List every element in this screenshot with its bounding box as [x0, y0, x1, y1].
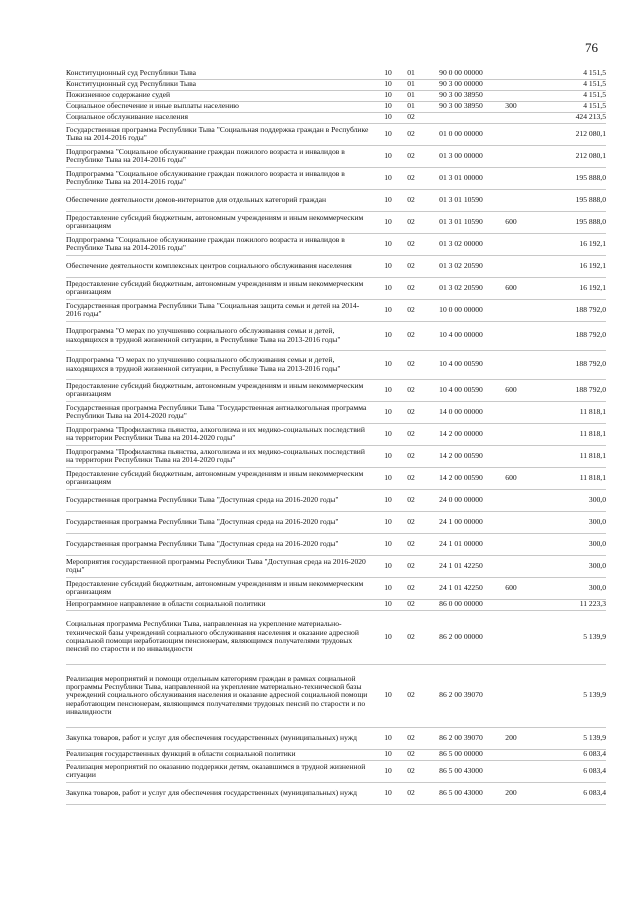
table-row — [66, 112, 606, 123]
row-name-cell: Реализация мероприятий по оказанию поддержки детям, оказавшимся в трудной жизненной ситуации — [66, 760, 377, 782]
row-amount-cell: 188 792,0 — [523, 350, 606, 379]
table-row — [66, 79, 606, 90]
row-expense-type-cell — [499, 749, 523, 760]
row-target-code-cell: 14 2 00 00590 — [423, 467, 499, 489]
row-section-cell: 10 — [377, 255, 399, 277]
row-expense-type-cell — [499, 321, 523, 350]
row-amount-cell: 5 139,9 — [523, 610, 606, 664]
row-subsection-cell: 01 — [399, 101, 423, 112]
row-name-cell: Государственная программа Республики Тыва "Социальная поддержка граждан в Республике Тыва на 2014-2016 годы" — [66, 123, 377, 145]
row-expense-type-cell — [499, 610, 523, 664]
row-section-cell: 10 — [377, 401, 399, 423]
row-subsection-cell: 02 — [399, 467, 423, 489]
row-name-cell: Предоставление субсидий бюджетным, автономным учреждениям и иным некоммерческим организациям — [66, 277, 377, 299]
table-row — [66, 255, 606, 277]
table-row — [66, 90, 606, 101]
table-row — [66, 379, 606, 401]
row-subsection-cell: 02 — [399, 112, 423, 123]
row-name-cell: Обеспечение деятельности комплексных центров социального обслуживания населения — [66, 255, 377, 277]
row-name-cell: Подпрограмма "Профилактика пьянства, алкоголизма и их медико-социальных последствий на территории Республики Тыва на 2014-2020 годы" — [66, 445, 377, 467]
row-section-cell: 10 — [377, 299, 399, 321]
table-row — [66, 533, 606, 555]
row-section-cell: 10 — [377, 760, 399, 782]
row-subsection-cell: 02 — [399, 760, 423, 782]
row-name-cell: Государственная программа Республики Тыва "Доступная среда на 2016-2020 годы" — [66, 511, 377, 533]
row-name-cell: Социальная программа Республики Тыва, направленная на укрепление материально-технической базы учреждений социального обслуживания населения и оказание адресной социальной помощи неработающим пенсионерам, являющимся получателями трудовых пенсий по старости и по инвалидности — [66, 610, 377, 664]
row-target-code-cell: 24 1 00 00000 — [423, 511, 499, 533]
table-row — [66, 489, 606, 511]
row-target-code-cell: 86 0 00 00000 — [423, 599, 499, 610]
row-name-cell: Государственная программа Республики Тыва "Государственная антиалкогольная программа Республики Тыва на 2014-2020 годы" — [66, 401, 377, 423]
row-target-code-cell: 14 2 00 00590 — [423, 445, 499, 467]
row-target-code-cell: 01 3 01 10590 — [423, 189, 499, 211]
table-row — [66, 350, 606, 379]
row-subsection-cell: 01 — [399, 90, 423, 101]
row-name-cell: Предоставление субсидий бюджетным, автономным учреждениям и иным некоммерческим организациям — [66, 211, 377, 233]
row-section-cell: 10 — [377, 211, 399, 233]
row-amount-cell: 4 151,5 — [523, 79, 606, 90]
budget-table-body — [66, 68, 606, 804]
table-row — [66, 599, 606, 610]
table-row — [66, 123, 606, 145]
row-amount-cell: 188 792,0 — [523, 321, 606, 350]
row-target-code-cell: 90 3 00 38950 — [423, 101, 499, 112]
row-amount-cell: 188 792,0 — [523, 379, 606, 401]
row-section-cell: 10 — [377, 533, 399, 555]
row-subsection-cell: 02 — [399, 533, 423, 555]
row-expense-type-cell — [499, 255, 523, 277]
row-name-cell: Реализация государственных функций в области социальной политики — [66, 749, 377, 760]
row-target-code-cell: 86 5 00 00000 — [423, 749, 499, 760]
row-section-cell: 10 — [377, 467, 399, 489]
row-amount-cell: 4 151,5 — [523, 90, 606, 101]
row-expense-type-cell: 600 — [499, 211, 523, 233]
row-expense-type-cell: 600 — [499, 577, 523, 599]
row-name-cell: Мероприятия государственной программы Республики Тыва "Доступная среда на 2016-2020 годы" — [66, 555, 377, 577]
row-amount-cell: 300,0 — [523, 577, 606, 599]
row-expense-type-cell — [499, 760, 523, 782]
budget-table — [66, 68, 606, 805]
row-subsection-cell: 02 — [399, 145, 423, 167]
row-expense-type-cell — [499, 401, 523, 423]
row-target-code-cell: 10 4 00 00590 — [423, 379, 499, 401]
table-row — [66, 68, 606, 79]
row-subsection-cell: 01 — [399, 68, 423, 79]
row-target-code-cell: 01 0 00 00000 — [423, 123, 499, 145]
row-target-code-cell: 10 4 00 00590 — [423, 350, 499, 379]
row-name-cell: Предоставление субсидий бюджетным, автономным учреждениям и иным некоммерческим организациям — [66, 577, 377, 599]
row-name-cell: Подпрограмма "Социальное обслуживание граждан пожилого возраста и инвалидов в Республике Тыва на 2014-2016 годы" — [66, 233, 377, 255]
row-section-cell: 10 — [377, 749, 399, 760]
row-expense-type-cell — [499, 599, 523, 610]
row-name-cell: Закупка товаров, работ и услуг для обеспечения государственных (муниципальных) нужд — [66, 727, 377, 749]
row-section-cell: 10 — [377, 782, 399, 804]
row-target-code-cell: 90 3 00 38950 — [423, 90, 499, 101]
row-amount-cell: 300,0 — [523, 511, 606, 533]
row-expense-type-cell — [499, 299, 523, 321]
row-subsection-cell: 02 — [399, 167, 423, 189]
row-name-cell: Предоставление субсидий бюджетным, автономным учреждениям и иным некоммерческим организациям — [66, 379, 377, 401]
row-section-cell: 10 — [377, 123, 399, 145]
row-subsection-cell: 02 — [399, 321, 423, 350]
row-section-cell: 10 — [377, 277, 399, 299]
row-target-code-cell: 86 2 00 00000 — [423, 610, 499, 664]
table-row — [66, 189, 606, 211]
row-target-code-cell: 01 3 00 00000 — [423, 145, 499, 167]
row-expense-type-cell — [499, 445, 523, 467]
row-target-code-cell: 14 0 00 00000 — [423, 401, 499, 423]
row-subsection-cell: 02 — [399, 379, 423, 401]
row-expense-type-cell: 600 — [499, 277, 523, 299]
row-target-code-cell: 14 2 00 00000 — [423, 423, 499, 445]
table-row — [66, 445, 606, 467]
row-subsection-cell: 02 — [399, 489, 423, 511]
row-amount-cell: 5 139,9 — [523, 727, 606, 749]
row-subsection-cell: 02 — [399, 350, 423, 379]
row-section-cell: 10 — [377, 68, 399, 79]
row-name-cell: Социальное обслуживание населения — [66, 112, 377, 123]
row-section-cell: 10 — [377, 112, 399, 123]
row-name-cell: Государственная программа Республики Тыва "Доступная среда на 2016-2020 годы" — [66, 489, 377, 511]
row-name-cell: Государственная программа Республики Тыва "Доступная среда на 2016-2020 годы" — [66, 533, 377, 555]
row-target-code-cell: 90 3 00 00000 — [423, 79, 499, 90]
row-expense-type-cell — [499, 233, 523, 255]
row-subsection-cell: 02 — [399, 555, 423, 577]
table-row — [66, 233, 606, 255]
row-expense-type-cell — [499, 123, 523, 145]
row-amount-cell: 195 888,0 — [523, 189, 606, 211]
row-target-code-cell: 86 2 00 39070 — [423, 727, 499, 749]
table-row — [66, 401, 606, 423]
row-expense-type-cell: 200 — [499, 727, 523, 749]
row-name-cell: Социальное обеспечение и иные выплаты населению — [66, 101, 377, 112]
row-amount-cell: 16 192,1 — [523, 277, 606, 299]
row-section-cell: 10 — [377, 610, 399, 664]
row-expense-type-cell — [499, 511, 523, 533]
row-expense-type-cell — [499, 350, 523, 379]
row-section-cell: 10 — [377, 90, 399, 101]
row-section-cell: 10 — [377, 145, 399, 167]
row-target-code-cell: 86 5 00 43000 — [423, 782, 499, 804]
row-section-cell: 10 — [377, 577, 399, 599]
row-amount-cell: 195 888,0 — [523, 211, 606, 233]
row-section-cell: 10 — [377, 555, 399, 577]
row-section-cell: 10 — [377, 599, 399, 610]
row-name-cell: Подпрограмма "Профилактика пьянства, алкоголизма и их медико-социальных последствий на территории Республики Тыва на 2014-2020 годы" — [66, 423, 377, 445]
row-subsection-cell: 01 — [399, 79, 423, 90]
row-subsection-cell: 02 — [399, 577, 423, 599]
table-row — [66, 577, 606, 599]
table-row — [66, 664, 606, 727]
row-target-code-cell: 24 1 01 42250 — [423, 577, 499, 599]
row-target-code-cell: 86 5 00 43000 — [423, 760, 499, 782]
row-amount-cell: 6 083,4 — [523, 760, 606, 782]
row-expense-type-cell: 600 — [499, 467, 523, 489]
table-row — [66, 511, 606, 533]
table-row — [66, 727, 606, 749]
row-target-code-cell: 10 4 00 00000 — [423, 321, 499, 350]
row-section-cell: 10 — [377, 727, 399, 749]
row-expense-type-cell — [499, 112, 523, 123]
row-subsection-cell: 02 — [399, 511, 423, 533]
row-expense-type-cell — [499, 189, 523, 211]
row-amount-cell: 16 192,1 — [523, 233, 606, 255]
row-amount-cell: 6 083,4 — [523, 749, 606, 760]
row-section-cell: 10 — [377, 350, 399, 379]
row-subsection-cell: 02 — [399, 423, 423, 445]
row-target-code-cell: 01 3 02 20590 — [423, 255, 499, 277]
row-expense-type-cell — [499, 664, 523, 727]
row-target-code-cell: 01 3 01 10590 — [423, 211, 499, 233]
row-amount-cell: 300,0 — [523, 489, 606, 511]
row-amount-cell: 424 213,5 — [523, 112, 606, 123]
row-name-cell: Подпрограмма "О мерах по улучшению социального обслуживания семьи и детей, находящихся в трудной жизненной ситуации, в Республике Тыва на 2013-2016 годы" — [66, 321, 377, 350]
table-row — [66, 299, 606, 321]
row-name-cell: Обеспечение деятельности домов-интернатов для отдельных категорий граждан — [66, 189, 377, 211]
page-number: 76 — [585, 40, 598, 55]
row-section-cell: 10 — [377, 101, 399, 112]
row-name-cell: Предоставление субсидий бюджетным, автономным учреждениям и иным некоммерческим организациям — [66, 467, 377, 489]
row-target-code-cell — [423, 112, 499, 123]
row-amount-cell: 4 151,5 — [523, 101, 606, 112]
row-section-cell: 10 — [377, 167, 399, 189]
row-subsection-cell: 02 — [399, 233, 423, 255]
row-section-cell: 10 — [377, 379, 399, 401]
row-name-cell: Закупка товаров, работ и услуг для обеспечения государственных (муниципальных) нужд — [66, 782, 377, 804]
row-amount-cell: 195 888,0 — [523, 167, 606, 189]
row-amount-cell: 5 139,9 — [523, 664, 606, 727]
row-section-cell: 10 — [377, 423, 399, 445]
row-amount-cell: 212 080,1 — [523, 145, 606, 167]
row-expense-type-cell — [499, 79, 523, 90]
row-target-code-cell: 24 0 00 00000 — [423, 489, 499, 511]
row-subsection-cell: 02 — [399, 727, 423, 749]
row-name-cell: Подпрограмма "Социальное обслуживание граждан пожилого возраста и инвалидов в Республике Тыва на 2014-2016 годы" — [66, 167, 377, 189]
row-subsection-cell: 02 — [399, 749, 423, 760]
row-target-code-cell: 01 3 02 00000 — [423, 233, 499, 255]
row-amount-cell: 11 818,1 — [523, 401, 606, 423]
row-amount-cell: 300,0 — [523, 533, 606, 555]
row-expense-type-cell: 300 — [499, 101, 523, 112]
row-section-cell: 10 — [377, 511, 399, 533]
table-row — [66, 167, 606, 189]
row-expense-type-cell — [499, 555, 523, 577]
row-expense-type-cell — [499, 90, 523, 101]
row-amount-cell: 11 223,3 — [523, 599, 606, 610]
table-row — [66, 610, 606, 664]
row-name-cell: Конституционный суд Республики Тыва — [66, 68, 377, 79]
table-row — [66, 101, 606, 112]
row-section-cell: 10 — [377, 79, 399, 90]
row-expense-type-cell — [499, 145, 523, 167]
row-name-cell: Непрограммное направление в области социальной политики — [66, 599, 377, 610]
row-subsection-cell: 02 — [399, 123, 423, 145]
row-section-cell: 10 — [377, 321, 399, 350]
row-expense-type-cell: 600 — [499, 379, 523, 401]
row-target-code-cell: 90 0 00 00000 — [423, 68, 499, 79]
table-row — [66, 423, 606, 445]
row-expense-type-cell — [499, 533, 523, 555]
row-subsection-cell: 02 — [399, 189, 423, 211]
row-subsection-cell: 02 — [399, 277, 423, 299]
row-name-cell: Подпрограмма "О мерах по улучшению социального обслуживания семьи и детей, находящихся в трудной жизненной ситуации, в Республике Тыва на 2013-2016 годы" — [66, 350, 377, 379]
row-subsection-cell: 02 — [399, 610, 423, 664]
row-amount-cell: 11 818,1 — [523, 467, 606, 489]
row-subsection-cell: 02 — [399, 782, 423, 804]
row-subsection-cell: 02 — [399, 255, 423, 277]
row-expense-type-cell — [499, 68, 523, 79]
table-row — [66, 277, 606, 299]
row-name-cell: Государственная программа Республики Тыва "Социальная защита семьи и детей на 2014-2016 годы" — [66, 299, 377, 321]
row-expense-type-cell — [499, 423, 523, 445]
row-name-cell: Конституционный суд Республики Тыва — [66, 79, 377, 90]
row-subsection-cell: 02 — [399, 599, 423, 610]
row-subsection-cell: 02 — [399, 664, 423, 727]
table-row — [66, 211, 606, 233]
row-name-cell: Подпрограмма "Социальное обслуживание граждан пожилого возраста и инвалидов в Республике Тыва на 2014-2016 годы" — [66, 145, 377, 167]
row-expense-type-cell — [499, 167, 523, 189]
row-target-code-cell: 10 0 00 00000 — [423, 299, 499, 321]
row-amount-cell: 11 818,1 — [523, 445, 606, 467]
row-expense-type-cell — [499, 489, 523, 511]
row-amount-cell: 6 083,4 — [523, 782, 606, 804]
table-row — [66, 555, 606, 577]
row-target-code-cell: 01 3 02 20590 — [423, 277, 499, 299]
table-row — [66, 467, 606, 489]
row-target-code-cell: 24 1 01 00000 — [423, 533, 499, 555]
row-name-cell: Пожизненное содержание судей — [66, 90, 377, 101]
table-row — [66, 782, 606, 804]
row-section-cell: 10 — [377, 189, 399, 211]
row-target-code-cell: 86 2 00 39070 — [423, 664, 499, 727]
row-target-code-cell: 01 3 01 00000 — [423, 167, 499, 189]
row-section-cell: 10 — [377, 664, 399, 727]
row-section-cell: 10 — [377, 489, 399, 511]
row-name-cell: Реализация мероприятий и помощи отдельным категориям граждан в рамках социальной программы Республики Тыва, направленной на укрепление материально-технической базы учреждений социального обслуживания населения и оказание адресной социальной помощи неработающим пенсионерам, являющимся получателями трудовых пенсий по старости и по инвалидности — [66, 664, 377, 727]
table-row — [66, 145, 606, 167]
table-row — [66, 321, 606, 350]
row-amount-cell: 212 080,1 — [523, 123, 606, 145]
row-expense-type-cell: 200 — [499, 782, 523, 804]
row-section-cell: 10 — [377, 233, 399, 255]
table-row — [66, 749, 606, 760]
row-amount-cell: 4 151,5 — [523, 68, 606, 79]
row-amount-cell: 300,0 — [523, 555, 606, 577]
row-subsection-cell: 02 — [399, 401, 423, 423]
row-amount-cell: 11 818,1 — [523, 423, 606, 445]
row-amount-cell: 188 792,0 — [523, 299, 606, 321]
row-section-cell: 10 — [377, 445, 399, 467]
row-target-code-cell: 24 1 01 42250 — [423, 555, 499, 577]
row-subsection-cell: 02 — [399, 445, 423, 467]
row-subsection-cell: 02 — [399, 211, 423, 233]
table-row — [66, 760, 606, 782]
row-amount-cell: 16 192,1 — [523, 255, 606, 277]
row-subsection-cell: 02 — [399, 299, 423, 321]
